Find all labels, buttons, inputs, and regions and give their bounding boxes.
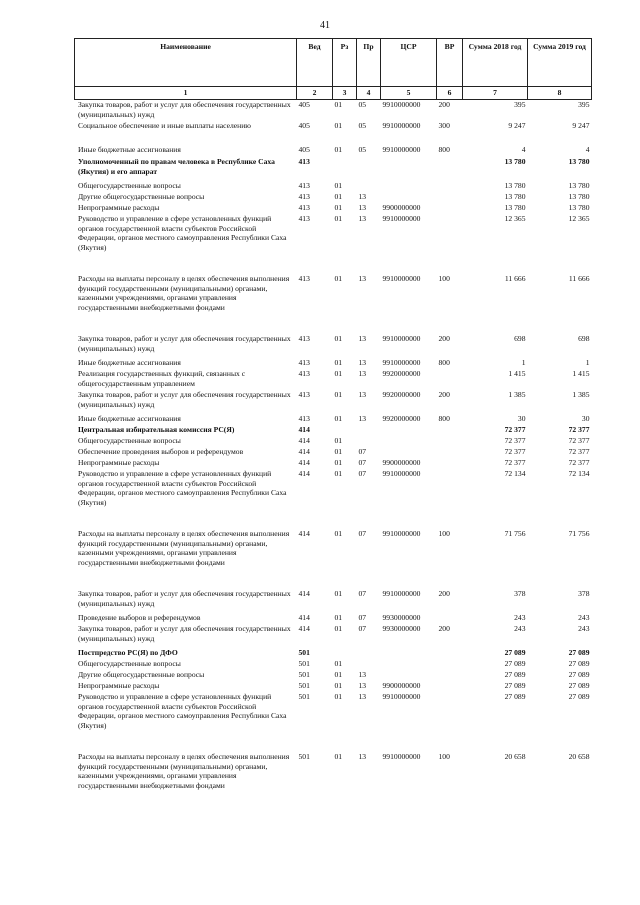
- cell-pr: 05: [358, 100, 367, 109]
- cell-sum-2019: 72 377: [568, 458, 590, 467]
- cell-pr: [357, 648, 381, 659]
- cell-rz: 01: [334, 369, 343, 378]
- cell-sum-2019: 13 780: [568, 157, 590, 166]
- cell-rz: 01: [334, 447, 343, 456]
- cell-csr: 9910000000: [382, 469, 421, 478]
- cell-pr: 13: [358, 390, 367, 399]
- cell-sum-2018: 27 089: [504, 681, 526, 690]
- cell-ved: 414: [298, 529, 310, 538]
- cell-vr: 300: [438, 121, 450, 130]
- cell-csr: [381, 181, 437, 192]
- cell-name: Расходы на выплаты персоналу в целях обеспечения выполнения функций государственными (муниципальными) органами, казенными учреждениями, органами управления государственными внебюджетными фондами: [78, 274, 290, 312]
- cell-pr: 07: [358, 624, 367, 633]
- cell-sum-2019: 72 377: [568, 425, 590, 434]
- table-row: [75, 214, 592, 274]
- cell-sum-2019: 11 666: [568, 274, 590, 283]
- cell-csr: 9920000000: [382, 390, 421, 399]
- cell-vr: 100: [438, 529, 450, 538]
- column-number: 5: [381, 87, 437, 100]
- cell-ved: 501: [298, 752, 310, 761]
- cell-name: Руководство и управление в сфере установленных функций органов государственной власти субъектов Российской Федерации, органов местного самоуправления Республики Саха (Якутия): [78, 469, 287, 507]
- column-number: 2: [297, 87, 333, 100]
- cell-rz: 01: [334, 100, 343, 109]
- cell-ved: 413: [298, 192, 310, 201]
- cell-rz: 01: [334, 145, 343, 154]
- cell-pr: 05: [358, 145, 367, 154]
- table-row: [75, 100, 592, 122]
- table-row: [75, 157, 592, 181]
- cell-sum-2019: 4: [585, 145, 590, 154]
- cell-name: Расходы на выплаты персоналу в целях обеспечения выполнения функций государственными (муниципальными) органами, казенными учреждениями, органами управления государственными внебюджетными фондами: [78, 752, 290, 790]
- cell-sum-2019: 27 089: [568, 670, 590, 679]
- cell-ved: 414: [298, 447, 310, 456]
- table-header: [75, 39, 592, 100]
- cell-name: Закупка товаров, работ и услуг для обеспечения государственных (муниципальных) нужд: [78, 589, 291, 608]
- cell-csr: 9910000000: [382, 274, 421, 283]
- table-row: [75, 752, 592, 812]
- cell-sum-2018: 1 385: [508, 390, 526, 399]
- cell-csr: [381, 670, 437, 681]
- cell-ved: 501: [298, 670, 310, 679]
- column-number: 3: [333, 87, 357, 100]
- cell-name: Другие общегосударственные вопросы: [78, 192, 205, 201]
- cell-name: Общегосударственные вопросы: [78, 436, 181, 445]
- cell-ved: 501: [298, 692, 310, 701]
- cell-vr: [437, 425, 463, 436]
- cell-sum-2018: 20 658: [504, 752, 526, 761]
- table-row: [75, 613, 592, 624]
- cell-pr: 13: [358, 369, 367, 378]
- cell-sum-2018: 13 780: [504, 192, 526, 201]
- table-row: [75, 334, 592, 358]
- cell-vr: [437, 192, 463, 203]
- cell-csr: 9930000000: [382, 613, 421, 622]
- table-row: [75, 681, 592, 692]
- cell-vr: 200: [438, 390, 450, 399]
- cell-sum-2019: 13 780: [568, 192, 590, 201]
- cell-csr: 9910000000: [382, 529, 421, 538]
- cell-vr: [437, 681, 463, 692]
- cell-rz: 01: [334, 181, 343, 190]
- cell-vr: [437, 670, 463, 681]
- cell-pr: 13: [358, 692, 367, 701]
- cell-name: Обеспечение проведения выборов и референдумов: [78, 447, 244, 456]
- cell-sum-2019: 71 756: [568, 529, 590, 538]
- cell-rz: [333, 648, 357, 659]
- cell-sum-2019: 27 089: [568, 692, 590, 701]
- cell-ved: 501: [298, 681, 310, 690]
- cell-rz: 01: [334, 436, 343, 445]
- table-body: [75, 100, 592, 813]
- cell-rz: 01: [334, 469, 343, 478]
- cell-csr: 9910000000: [382, 334, 421, 343]
- cell-rz: 01: [334, 624, 343, 633]
- column-number-row: [75, 87, 592, 100]
- header-vr: ВР: [437, 39, 463, 87]
- cell-vr: 800: [438, 414, 450, 423]
- cell-vr: 200: [438, 100, 450, 109]
- cell-name: Закупка товаров, работ и услуг для обеспечения государственных (муниципальных) нужд: [78, 390, 291, 409]
- cell-sum-2019: 30: [581, 414, 590, 423]
- cell-sum-2019: 243: [578, 613, 590, 622]
- cell-csr: 9900000000: [382, 203, 421, 212]
- cell-sum-2018: 72 377: [504, 458, 526, 467]
- cell-name: Постпредство РС(Я) по ДФО: [78, 648, 178, 657]
- cell-name: Общегосударственные вопросы: [78, 181, 181, 190]
- cell-pr: 07: [358, 589, 367, 598]
- cell-sum-2019: 1: [585, 358, 590, 367]
- cell-ved: 413: [298, 334, 310, 343]
- cell-pr: [357, 425, 381, 436]
- header-csr: ЦСР: [381, 39, 437, 87]
- cell-csr: [381, 659, 437, 670]
- cell-ved: 413: [298, 181, 310, 190]
- cell-sum-2018: 27 089: [504, 670, 526, 679]
- cell-vr: 200: [438, 624, 450, 633]
- cell-pr: 13: [358, 334, 367, 343]
- cell-rz: 01: [334, 681, 343, 690]
- cell-pr: 13: [358, 752, 367, 761]
- cell-sum-2019: 27 089: [568, 648, 590, 657]
- cell-ved: 414: [298, 589, 310, 598]
- column-number: 7: [463, 87, 528, 100]
- cell-ved: 413: [298, 157, 310, 166]
- table-row: [75, 145, 592, 157]
- cell-sum-2018: 27 089: [504, 692, 526, 701]
- table-row: [75, 192, 592, 203]
- cell-pr: 13: [358, 414, 367, 423]
- table-row: [75, 369, 592, 390]
- cell-ved: 501: [298, 659, 310, 668]
- cell-csr: 9910000000: [382, 589, 421, 598]
- cell-pr: 13: [358, 274, 367, 283]
- table-row: [75, 624, 592, 648]
- table-row: [75, 648, 592, 659]
- table-row: [75, 181, 592, 192]
- table-row: [75, 458, 592, 469]
- cell-vr: [437, 648, 463, 659]
- cell-sum-2018: 243: [514, 624, 526, 633]
- cell-sum-2018: 378: [514, 589, 526, 598]
- page-number: 41: [320, 20, 330, 31]
- cell-pr: 13: [358, 214, 367, 223]
- header-pr: Пр: [357, 39, 381, 87]
- cell-vr: 100: [438, 752, 450, 761]
- cell-vr: [437, 214, 463, 274]
- table-row: [75, 589, 592, 613]
- cell-name: Реализация государственных функций, связанных с общегосударственным управлением: [78, 369, 246, 388]
- cell-vr: [437, 157, 463, 181]
- cell-sum-2018: 72 134: [504, 469, 526, 478]
- cell-csr: [381, 436, 437, 447]
- cell-name: Руководство и управление в сфере установленных функций органов государственной власти субъектов Российской Федерации, органов местного самоуправления Республики Саха (Якутия): [78, 692, 287, 730]
- header-ved: Вед: [297, 39, 333, 87]
- table-row: [75, 425, 592, 436]
- cell-pr: 13: [358, 681, 367, 690]
- cell-name: Социальное обеспечение и иные выплаты населению: [78, 121, 251, 130]
- cell-ved: 413: [298, 414, 310, 423]
- cell-name: Проведение выборов и референдумов: [78, 613, 201, 622]
- cell-rz: 01: [334, 692, 343, 701]
- cell-ved: 405: [298, 145, 310, 154]
- cell-ved: 414: [298, 458, 310, 467]
- cell-sum-2018: 27 089: [504, 648, 526, 657]
- column-number: 1: [75, 87, 297, 100]
- cell-csr: 9910000000: [382, 358, 421, 367]
- cell-rz: 01: [334, 203, 343, 212]
- table-row: [75, 203, 592, 214]
- header-row: [75, 39, 592, 87]
- cell-vr: [437, 692, 463, 752]
- table-row: [75, 670, 592, 681]
- cell-csr: 9920000000: [382, 369, 421, 378]
- cell-vr: 100: [438, 274, 450, 283]
- cell-name: Иные бюджетные ассигнования: [78, 145, 181, 154]
- cell-sum-2018: 243: [514, 613, 526, 622]
- cell-name: Общегосударственные вопросы: [78, 659, 181, 668]
- cell-rz: 01: [334, 214, 343, 223]
- cell-vr: [437, 458, 463, 469]
- column-number: 6: [437, 87, 463, 100]
- cell-vr: [437, 181, 463, 192]
- header-name: Наименование: [75, 39, 297, 87]
- cell-rz: 01: [334, 414, 343, 423]
- table-row: [75, 358, 592, 369]
- cell-rz: 01: [334, 192, 343, 201]
- cell-csr: 9910000000: [382, 692, 421, 701]
- cell-sum-2018: 71 756: [504, 529, 526, 538]
- table-row: [75, 274, 592, 334]
- cell-sum-2019: 13 780: [568, 181, 590, 190]
- cell-vr: [437, 436, 463, 447]
- cell-sum-2019: 1 415: [572, 369, 590, 378]
- table-row: [75, 659, 592, 670]
- cell-ved: 413: [298, 390, 310, 399]
- cell-csr: 9930000000: [382, 624, 421, 633]
- cell-sum-2019: 9 247: [572, 121, 590, 130]
- header-sum-2019: Сумма 2019 год: [528, 39, 592, 87]
- cell-sum-2018: 11 666: [504, 274, 526, 283]
- cell-pr: 07: [358, 458, 367, 467]
- cell-sum-2018: 72 377: [504, 425, 526, 434]
- cell-ved: 413: [298, 214, 310, 223]
- cell-rz: 01: [334, 358, 343, 367]
- cell-vr: [437, 469, 463, 529]
- cell-pr: 05: [358, 121, 367, 130]
- cell-sum-2019: 1 385: [572, 390, 590, 399]
- cell-name: Непрограммные расходы: [78, 681, 160, 690]
- cell-csr: [381, 157, 437, 181]
- cell-pr: 13: [358, 670, 367, 679]
- cell-name: Непрограммные расходы: [78, 458, 160, 467]
- cell-sum-2018: 9 247: [508, 121, 526, 130]
- cell-sum-2018: 12 365: [504, 214, 526, 223]
- cell-name: Расходы на выплаты персоналу в целях обеспечения выполнения функций государственными (муниципальными) органами, казенными учреждениями, органами управления государственными внебюджетными фондами: [78, 529, 290, 567]
- cell-csr: 9920000000: [382, 414, 421, 423]
- cell-sum-2019: 27 089: [568, 659, 590, 668]
- cell-csr: [381, 192, 437, 203]
- cell-rz: 01: [334, 752, 343, 761]
- cell-sum-2019: 72 377: [568, 436, 590, 445]
- cell-vr: 800: [438, 145, 450, 154]
- cell-ved: 413: [298, 203, 310, 212]
- cell-pr: [357, 157, 381, 181]
- cell-sum-2019: 72 134: [568, 469, 590, 478]
- cell-sum-2018: 72 377: [504, 447, 526, 456]
- cell-pr: 07: [358, 529, 367, 538]
- cell-ved: 501: [298, 648, 310, 657]
- cell-pr: [357, 436, 381, 447]
- table-row: [75, 390, 592, 414]
- cell-ved: 414: [298, 425, 310, 434]
- cell-sum-2019: 395: [578, 100, 590, 109]
- cell-pr: 07: [358, 469, 367, 478]
- cell-pr: [357, 181, 381, 192]
- cell-sum-2018: 27 089: [504, 659, 526, 668]
- cell-ved: 413: [298, 358, 310, 367]
- cell-sum-2019: 698: [578, 334, 590, 343]
- cell-csr: 9910000000: [382, 752, 421, 761]
- column-number: 8: [528, 87, 592, 100]
- cell-name: Закупка товаров, работ и услуг для обеспечения государственных (муниципальных) нужд: [78, 624, 291, 643]
- cell-ved: 413: [298, 274, 310, 283]
- table-row: [75, 121, 592, 145]
- cell-csr: 9910000000: [382, 145, 421, 154]
- cell-vr: 200: [438, 589, 450, 598]
- cell-vr: [437, 203, 463, 214]
- cell-rz: [333, 425, 357, 436]
- cell-csr: 9900000000: [382, 458, 421, 467]
- cell-rz: 01: [334, 613, 343, 622]
- cell-sum-2018: 395: [514, 100, 526, 109]
- cell-rz: 01: [334, 529, 343, 538]
- table-row: [75, 529, 592, 589]
- cell-name: Уполномоченный по правам человека в Республике Саха (Якутия) и его аппарат: [78, 157, 275, 176]
- cell-sum-2018: 1 415: [508, 369, 526, 378]
- column-number: 4: [357, 87, 381, 100]
- cell-ved: 414: [298, 469, 310, 478]
- cell-sum-2018: 4: [521, 145, 526, 154]
- cell-csr: 9910000000: [382, 121, 421, 130]
- cell-sum-2018: 1: [521, 358, 526, 367]
- header-sum-2018: Сумма 2018 год: [463, 39, 528, 87]
- cell-vr: [437, 659, 463, 670]
- table-row: [75, 414, 592, 425]
- cell-sum-2018: 13 780: [504, 203, 526, 212]
- cell-sum-2019: 27 089: [568, 681, 590, 690]
- cell-name: Иные бюджетные ассигнования: [78, 358, 181, 367]
- table-row: [75, 447, 592, 458]
- cell-name: Центральная избирательная комиссия РС(Я): [78, 425, 235, 434]
- cell-csr: 9910000000: [382, 214, 421, 223]
- cell-sum-2019: 378: [578, 589, 590, 598]
- cell-vr: 800: [438, 358, 450, 367]
- cell-sum-2019: 12 365: [568, 214, 590, 223]
- cell-sum-2019: 72 377: [568, 447, 590, 456]
- table-row: [75, 692, 592, 752]
- cell-sum-2019: 243: [578, 624, 590, 633]
- cell-vr: [437, 447, 463, 458]
- cell-ved: 414: [298, 624, 310, 633]
- cell-pr: 07: [358, 613, 367, 622]
- cell-sum-2018: 698: [514, 334, 526, 343]
- cell-ved: 414: [298, 436, 310, 445]
- cell-rz: [333, 157, 357, 181]
- cell-sum-2018: 72 377: [504, 436, 526, 445]
- cell-ved: 405: [298, 121, 310, 130]
- cell-vr: [437, 613, 463, 624]
- cell-rz: 01: [334, 334, 343, 343]
- cell-csr: 9910000000: [382, 100, 421, 109]
- cell-pr: 07: [358, 447, 367, 456]
- cell-rz: 01: [334, 670, 343, 679]
- cell-pr: 13: [358, 192, 367, 201]
- cell-ved: 414: [298, 613, 310, 622]
- table-row: [75, 469, 592, 529]
- cell-csr: [381, 425, 437, 436]
- cell-name: Закупка товаров, работ и услуг для обеспечения государственных (муниципальных) нужд: [78, 100, 291, 119]
- cell-name: Закупка товаров, работ и услуг для обеспечения государственных (муниципальных) нужд: [78, 334, 291, 353]
- cell-csr: [381, 447, 437, 458]
- cell-rz: 01: [334, 121, 343, 130]
- cell-ved: 405: [298, 100, 310, 109]
- cell-pr: 13: [358, 203, 367, 212]
- cell-rz: 01: [334, 390, 343, 399]
- cell-pr: 13: [358, 358, 367, 367]
- cell-rz: 01: [334, 274, 343, 283]
- table-row: [75, 436, 592, 447]
- cell-csr: [381, 648, 437, 659]
- budget-table: [74, 38, 592, 812]
- cell-ved: 413: [298, 369, 310, 378]
- cell-rz: 01: [334, 589, 343, 598]
- cell-rz: 01: [334, 458, 343, 467]
- header-rz: Рз: [333, 39, 357, 87]
- cell-sum-2018: 13 780: [504, 181, 526, 190]
- cell-pr: [357, 659, 381, 670]
- cell-sum-2018: 13 780: [504, 157, 526, 166]
- cell-name: Руководство и управление в сфере установленных функций органов государственной власти субъектов Российской Федерации, органов местного самоуправления Республики Саха (Якутия): [78, 214, 287, 252]
- cell-vr: 200: [438, 334, 450, 343]
- cell-sum-2019: 20 658: [568, 752, 590, 761]
- cell-name: Другие общегосударственные вопросы: [78, 670, 205, 679]
- cell-rz: 01: [334, 659, 343, 668]
- cell-sum-2018: 30: [517, 414, 526, 423]
- cell-vr: [437, 369, 463, 390]
- cell-name: Иные бюджетные ассигнования: [78, 414, 181, 423]
- cell-csr: 9900000000: [382, 681, 421, 690]
- cell-sum-2019: 13 780: [568, 203, 590, 212]
- cell-name: Непрограммные расходы: [78, 203, 160, 212]
